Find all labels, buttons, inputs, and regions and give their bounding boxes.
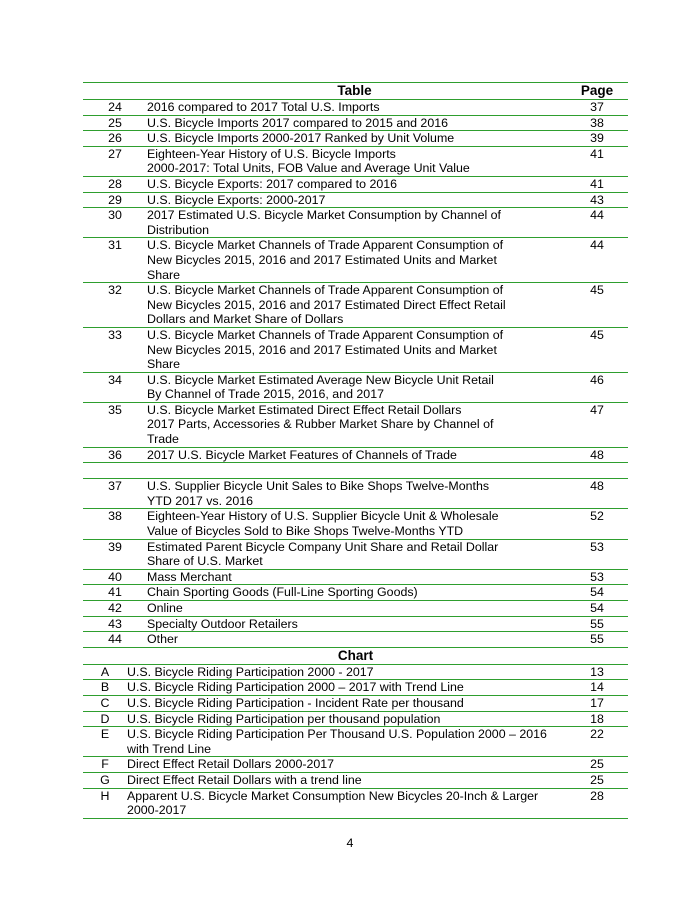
table-row: [83, 193, 628, 209]
entry-number: 44: [108, 632, 122, 647]
entry-title: Online: [147, 601, 183, 615]
entry-page: 45: [590, 327, 604, 342]
entry-title: Specialty Outdoor Retailers: [147, 616, 298, 631]
entry-title: Eighteen-Year History of U.S. Supplier Bicycle Unit & Wholesale Value of Bicycles Sold to Bike Shops Twelve-Months YTD: [147, 509, 499, 539]
entry-page: 13: [590, 664, 604, 679]
chart-row: [83, 696, 628, 712]
chart-row: [83, 665, 628, 681]
entry-number: 31: [108, 238, 122, 253]
entry-page: 55: [590, 616, 604, 631]
entry-number: 25: [108, 115, 122, 130]
entry-title: Chain Sporting Goods (Full-Line Sporting Goods): [147, 585, 418, 600]
table-row: [83, 147, 628, 177]
entry-title: Direct Effect Retail Dollars with a trend line: [127, 772, 362, 787]
entry-page: 18: [590, 711, 604, 726]
entry-title: 2017 Estimated U.S. Bicycle Market Consumption by Channel of Distribution: [147, 208, 501, 237]
entry-number: F: [101, 757, 109, 772]
entry-title: 2016 compared to 2017 Total U.S. Imports: [147, 100, 380, 114]
chart-section-header: Chart: [83, 648, 628, 665]
table-row: [83, 100, 628, 116]
entry-page: 14: [590, 680, 604, 695]
entry-page: 52: [590, 509, 604, 524]
entry-page: 41: [590, 146, 604, 161]
entry-number: 35: [108, 402, 122, 417]
entry-page: 54: [590, 585, 604, 600]
entry-title: U.S. Supplier Bicycle Unit Sales to Bike Shops Twelve-Months YTD 2017 vs. 2016: [147, 479, 490, 508]
chart-row: [83, 727, 628, 757]
entry-page: 54: [590, 601, 604, 615]
table-row: [83, 601, 628, 617]
entry-number: H: [100, 788, 110, 803]
entry-number: 27: [108, 146, 122, 161]
entry-title: U.S. Bicycle Imports 2000-2017 Ranked by Unit Volume: [147, 131, 455, 146]
table-row: [83, 373, 628, 403]
entry-page: 43: [590, 192, 604, 207]
table-row: [83, 116, 628, 132]
entry-number: C: [100, 695, 110, 710]
entry-number: 40: [108, 569, 122, 584]
table-list-continued: [83, 479, 628, 648]
chart-row: [83, 773, 628, 789]
table-row: [83, 131, 628, 147]
toc-container: [83, 82, 628, 819]
entry-page: 45: [590, 283, 604, 298]
chart-row: [83, 680, 628, 696]
chart-list: [83, 665, 628, 819]
table-row: [83, 585, 628, 601]
table-header-row: [83, 82, 628, 100]
entry-page: 44: [590, 238, 604, 253]
entry-title: U.S. Bicycle Imports 2017 compared to 2015 and 2016: [147, 115, 448, 130]
entry-number: 38: [108, 509, 122, 524]
entry-title: U.S. Bicycle Riding Participation - Incident Rate per thousand: [127, 695, 464, 710]
entry-number: 24: [108, 100, 122, 114]
entry-number: A: [100, 664, 110, 679]
page-column-header: Page: [580, 83, 614, 98]
table-row: [83, 617, 628, 633]
entry-title: U.S. Bicycle Riding Participation 2000 – 2017 with Trend Line: [127, 680, 464, 695]
entry-page: 38: [590, 115, 604, 130]
entry-page: 25: [590, 772, 604, 787]
entry-page: 55: [590, 632, 604, 647]
page-number: 4: [346, 836, 354, 850]
entry-title: Apparent U.S. Bicycle Market Consumption New Bicycles 20-Inch & Larger 2000-2017: [127, 788, 539, 818]
chart-row: [83, 789, 628, 819]
entry-number: 36: [108, 447, 122, 462]
entry-number: 28: [108, 176, 122, 191]
entry-page: 41: [590, 176, 604, 191]
table-column-header: Table: [337, 83, 372, 98]
chart-row: [83, 757, 628, 773]
table-row: [83, 540, 628, 570]
entry-number: B: [100, 680, 110, 695]
entry-page: 25: [590, 757, 604, 772]
entry-number: 43: [108, 616, 122, 631]
entry-number: E: [100, 727, 110, 742]
entry-title: 2017 U.S. Bicycle Market Features of Channels of Trade: [147, 447, 457, 462]
entry-page: 53: [590, 539, 604, 554]
entry-title: Other: [147, 632, 178, 647]
table-row: [83, 238, 628, 283]
table-row: [83, 509, 628, 539]
entry-title: U.S. Bicycle Market Channels of Trade Apparent Consumption of New Bicycles 2015, 2016 and 2017 Estimated Units and Market Share: [147, 327, 504, 372]
entry-number: 33: [108, 327, 122, 342]
entry-title: U.S. Bicycle Riding Participation 2000 - 2017: [127, 664, 374, 679]
entry-title: U.S. Bicycle Market Estimated Average New Bicycle Unit Retail By Channel of Trade 2015, 2016, and 2017: [147, 372, 494, 402]
table-row: [83, 328, 628, 373]
entry-number: 39: [108, 539, 122, 554]
entry-title: U.S. Bicycle Riding Participation per thousand population: [127, 711, 441, 726]
chart-row: [83, 712, 628, 728]
entry-page: 44: [590, 208, 604, 223]
entry-number: 29: [108, 192, 122, 207]
table-row: [83, 177, 628, 193]
entry-number: D: [100, 711, 110, 726]
entry-title: U.S. Bicycle Market Estimated Direct Effect Retail Dollars 2017 Parts, Accessories & Rubber Market Share by Channel of Trade: [147, 402, 494, 447]
table-list: [83, 100, 628, 463]
table-row: [83, 208, 628, 238]
entry-number: 32: [108, 283, 122, 298]
entry-title: Eighteen-Year History of U.S. Bicycle Imports 2000-2017: Total Units, FOB Value and Average Unit Value: [147, 146, 470, 176]
table-row: [83, 448, 628, 464]
entry-title: U.S. Bicycle Market Channels of Trade Apparent Consumption of New Bicycles 2015, 2016 and 2017 Estimated Direct Effect Retail Dollars and Market Share of Dollars: [147, 283, 506, 327]
entry-title: U.S. Bicycle Exports: 2017 compared to 2016: [147, 176, 398, 191]
section-spacer: [83, 463, 628, 479]
table-row: [83, 479, 628, 509]
table-row: [83, 283, 628, 328]
entry-number: 34: [108, 372, 122, 387]
entry-page: 53: [590, 569, 604, 584]
entry-page: 46: [590, 372, 604, 387]
entry-page: 22: [590, 727, 604, 742]
entry-title: Estimated Parent Bicycle Company Unit Share and Retail Dollar Share of U.S. Market: [147, 539, 499, 569]
entry-number: 37: [108, 479, 122, 494]
entry-title: U.S. Bicycle Exports: 2000-2017: [147, 192, 326, 207]
table-row: [83, 632, 628, 648]
table-row: [83, 403, 628, 448]
entry-page: 17: [590, 695, 604, 710]
entry-page: 37: [590, 100, 604, 114]
entry-number: 30: [108, 208, 122, 223]
entry-page: 47: [590, 402, 604, 417]
entry-title: U.S. Bicycle Market Channels of Trade Apparent Consumption of New Bicycles 2015, 2016 and 2017 Estimated Units and Market Share: [147, 238, 504, 282]
entry-page: 39: [590, 131, 604, 146]
entry-number: 42: [108, 601, 122, 615]
entry-title: Direct Effect Retail Dollars 2000-2017: [127, 757, 335, 772]
entry-page: 48: [590, 447, 604, 462]
table-row: [83, 570, 628, 586]
entry-number: 26: [108, 131, 122, 146]
entry-number: 41: [108, 585, 122, 600]
entry-title: Mass Merchant: [147, 569, 232, 584]
entry-number: G: [100, 772, 110, 787]
entry-page: 48: [590, 479, 604, 494]
entry-title: U.S. Bicycle Riding Participation Per Thousand U.S. Population 2000 – 2016 with Trend Line: [127, 727, 547, 756]
entry-page: 28: [590, 788, 604, 803]
